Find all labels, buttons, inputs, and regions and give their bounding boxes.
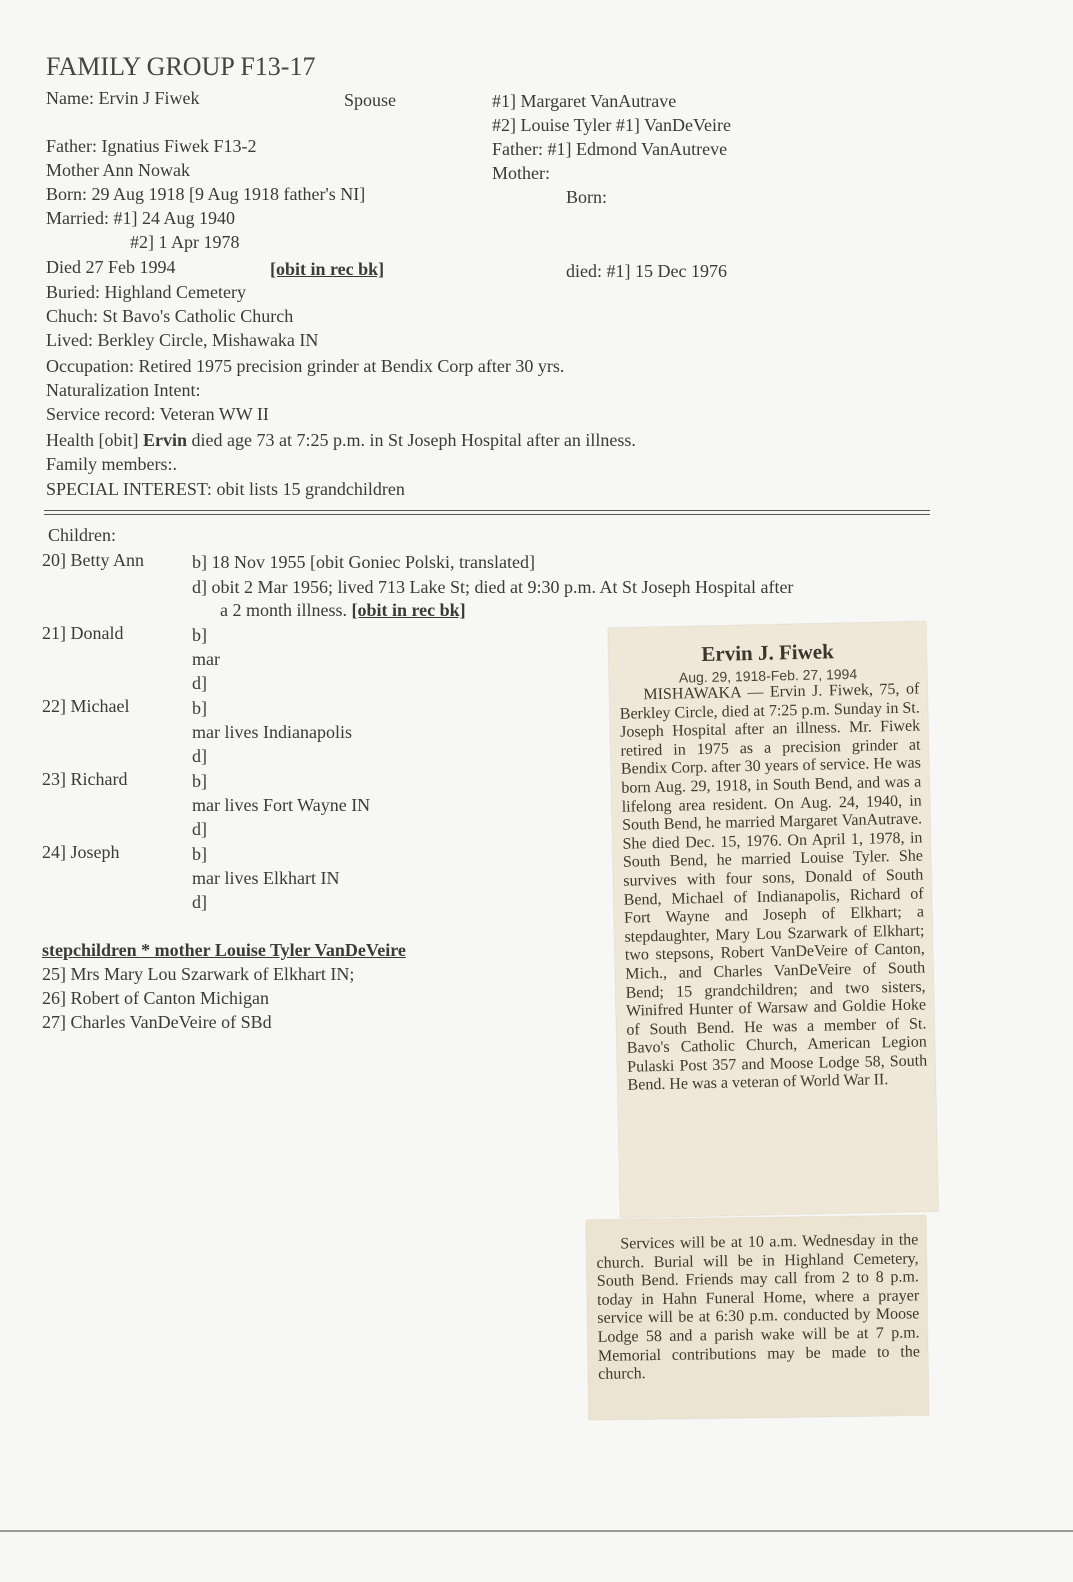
- health-rest: died age 73 at 7:25 p.m. in St Joseph Hospital after an illness.: [187, 430, 636, 450]
- buried-field: Buried: Highland Cemetery: [46, 282, 246, 302]
- child-name: 20] Betty Ann: [42, 550, 144, 570]
- child-line: d]: [192, 819, 207, 839]
- child-line-cont: [220, 598, 466, 622]
- obituary-dates: Aug. 29, 1918-Feb. 27, 1994: [678, 665, 858, 686]
- lived-field: Lived: Berkley Circle, Mishawaka IN: [46, 330, 319, 350]
- obituary-clipping: [608, 621, 938, 1218]
- naturalization-field: Naturalization Intent:: [46, 380, 201, 400]
- spouse-born: Born:: [566, 187, 608, 207]
- obituary-body: MISHAWAKA — Ervin J. Fiwek, 75, of Berkley Circle, died at 7:25 p.m. Sunday in St. Joseph Hospital after an illness. Mr. Fiwek retired in 1975 as a precision grinder at Bendix Corp. after 30 years of service. He was born Aug. 29, 1918, in South Bend, and was a lifelong area resident. On Aug. 24, 1940, in South Bend, he married Margaret VanAutrave. She died Dec. 15, 1976. On April 1, 1978, in South Bend, he married Louise Tyler. She survives with four sons, Donald of South Bend, Michael of Indianapolis, Richard of Fort Wayne and Joseph of Elkhart; a stepdaughter, Mary Lou Szarwark of Elkhart; two stepsons, Robert VanDeVeire of Canton, Mich., and Charles VanDeVeire of South Bend; 15 grandchildren; and two sisters, Winifred Hunter of Warsaw and Goldie Hoke of South Bend. He was a member of St. Bavo's Catholic Church, American Legion Pulaski Post 357 and Moose Lodge 58, South Bend. He was a veteran of World War II.: [619, 680, 928, 1095]
- child-name: 22] Michael: [42, 696, 130, 716]
- health-name: Ervin: [142, 430, 187, 450]
- child-line: d]: [192, 892, 207, 912]
- child-name: 21] Donald: [42, 623, 124, 643]
- spouse-mother: Mother:: [492, 163, 550, 183]
- spouse-died: died: #1] 15 Dec 1976: [566, 261, 727, 281]
- stepchild-item: 25] Mrs Mary Lou Szarwark of Elkhart IN;: [42, 964, 355, 984]
- obituary-services: Services will be at 10 a.m. Wednesday in the church. Burial will be in Highland Cemetery, South Bend. Friends may call from 2 to 8 p.m. today in Hahn Funeral Home, where a prayer service will be at 6:30 p.m. conducted by Moose Lodge 58 and a parish wake will be at 7 p.m. Memorial contributions may be made to the church.: [596, 1231, 920, 1384]
- died-field: Died 27 Feb 1994: [46, 257, 176, 277]
- stepchildren-heading: stepchildren * mother Louise Tyler VanDeVeire: [42, 940, 406, 960]
- church-field: Chuch: St Bavo's Catholic Church: [46, 306, 294, 326]
- divider-top: [44, 510, 930, 511]
- spouse-2: #2] Louise Tyler #1] VanDeVeire: [492, 115, 732, 135]
- child-line: d]: [192, 746, 207, 766]
- child-line: b]: [192, 844, 207, 864]
- obituary-name: Ervin J. Fiwek: [701, 639, 834, 667]
- divider-bottom: [44, 514, 930, 515]
- child-line: b]: [192, 771, 207, 791]
- family-field: Family members:.: [46, 454, 177, 474]
- health-field: [46, 428, 636, 452]
- children-label: Children:: [48, 525, 116, 545]
- child-line: mar lives Fort Wayne IN: [192, 795, 371, 815]
- stepchild-item: 27] Charles VanDeVeire of SBd: [42, 1012, 272, 1032]
- spouse-1: #1] Margaret VanAutrave: [492, 91, 677, 111]
- spouse-label: Spouse: [344, 90, 397, 110]
- stepchild-item: 26] Robert of Canton Michigan: [42, 988, 269, 1008]
- child-line: d]: [192, 673, 207, 693]
- child-obit-link[interactable]: [obit in rec bk]: [351, 600, 466, 620]
- child-line: b] 18 Nov 1955 [obit Goniec Polski, translated]: [192, 552, 535, 572]
- child-name: 24] Joseph: [42, 842, 120, 862]
- page-title: FAMILY GROUP F13-17: [46, 52, 316, 81]
- child-line: b]: [192, 698, 207, 718]
- child-name: 23] Richard: [42, 769, 128, 789]
- spouse-father: Father: #1] Edmond VanAutreve: [492, 139, 728, 159]
- occupation-field: Occupation: Retired 1975 precision grinder at Bendix Corp after 30 yrs.: [46, 356, 565, 376]
- born-field: Born: 29 Aug 1918 [9 Aug 1918 father's NI]: [46, 184, 366, 204]
- child-line: mar lives Elkhart IN: [192, 868, 340, 888]
- obit-link[interactable]: [obit in rec bk]: [270, 259, 385, 279]
- child-line: mar: [192, 649, 220, 669]
- married-field-1: Married: #1] 24 Aug 1940: [46, 208, 235, 228]
- scan-edge: [0, 1530, 1073, 1532]
- obituary-services-clipping: [586, 1215, 929, 1420]
- child-line: b]: [192, 625, 207, 645]
- father-field: Father: Ignatius Fiwek F13-2: [46, 136, 257, 156]
- child-line: d] obit 2 Mar 1956; lived 713 Lake St; died at 9:30 p.m. At St Joseph Hospital after: [192, 577, 794, 597]
- health-prefix: Health [obit]: [46, 430, 143, 450]
- mother-field: Mother Ann Nowak: [46, 160, 190, 180]
- name-field: Name: Ervin J Fiwek: [46, 88, 200, 108]
- service-field: Service record: Veteran WW II: [46, 404, 269, 424]
- child-line: mar lives Indianapolis: [192, 722, 352, 742]
- child-cont-text: a 2 month illness.: [220, 600, 352, 620]
- special-interest-field: SPECIAL INTEREST: obit lists 15 grandchildren: [46, 479, 405, 499]
- married-field-2: #2] 1 Apr 1978: [130, 232, 240, 252]
